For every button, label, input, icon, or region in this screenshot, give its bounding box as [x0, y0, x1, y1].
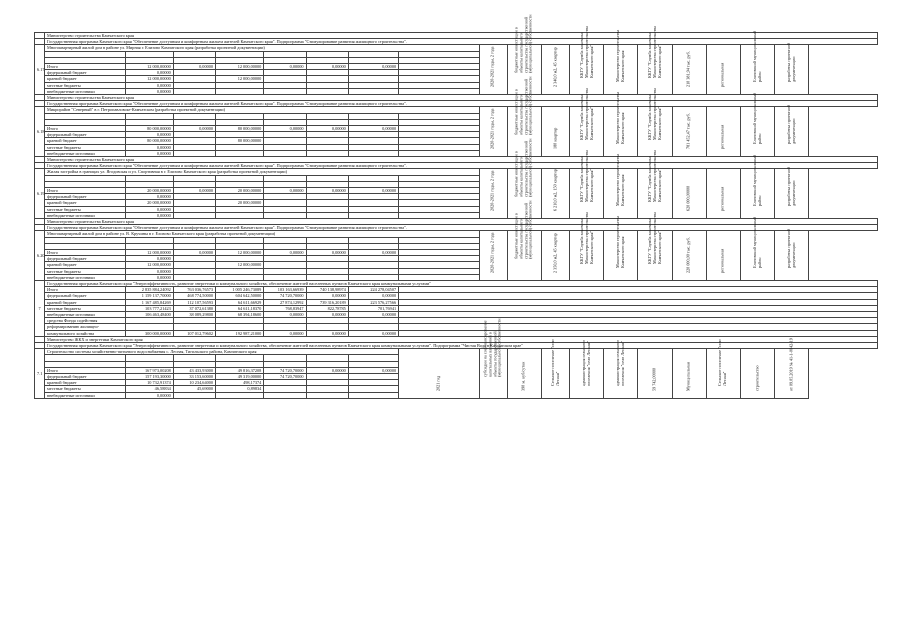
amount-cell: 0,00000	[125, 82, 173, 88]
amount-cell: 1 005 246,73089	[216, 287, 264, 293]
vertical-text: строительство	[754, 365, 760, 392]
row-label: краевой бюджет	[45, 76, 125, 82]
row-label: федеральный бюджет	[45, 194, 125, 200]
vertical-text: региональная	[720, 63, 726, 88]
amount-cell: 0,00000	[264, 330, 306, 336]
vertical-text: ККГУ "Служба заказчика Министерства строительства Камчатского края"	[578, 211, 594, 264]
vertical-text: Сельское поселение "село Лесная"	[549, 339, 560, 387]
amount-cell: 0,00000	[348, 293, 398, 299]
row-label: коммунального хозяйства	[45, 330, 125, 336]
row-label: Итого	[45, 287, 125, 293]
amount-cell: 37 072,61380	[173, 305, 215, 311]
vertical-cell	[541, 107, 569, 157]
amount-cell: 0,00000	[306, 63, 348, 69]
vertical-text: 2021 год	[435, 375, 441, 392]
vertical-cell	[570, 211, 604, 281]
amount-cell: 0,00000	[348, 249, 398, 255]
amount-cell: 49 816,37208	[216, 367, 264, 373]
vertical-cell	[479, 169, 507, 219]
vertical-text: 210 381,94 тыс. руб.	[685, 51, 691, 88]
amount-cell: 822,78785	[306, 305, 348, 311]
amount-cell: 0,00000	[125, 88, 173, 94]
vertical-cell	[672, 349, 706, 399]
amount-cell: 12 000,00000	[216, 249, 264, 255]
vertical-text: администрация сельского поселения "село Лесная"	[580, 340, 591, 387]
vertical-text: 180 квартир	[552, 127, 558, 150]
row-label: местные бюджеты	[45, 82, 125, 88]
ministry-title: Министерство ЖКХ и энергетики Камчатского края	[45, 336, 878, 342]
amount-cell: 0,00000	[348, 63, 398, 69]
vertical-text: бюджетные инвестиции в объекты капитального строительства государственной (муниципальной) собственности	[513, 138, 534, 197]
amount-cell: 38 089,29800	[173, 312, 215, 318]
vertical-cell	[604, 216, 638, 281]
vertical-text: 781 452,47 тыс. руб.	[685, 113, 691, 150]
amount-cell: 223 576,27566	[348, 299, 398, 305]
program-title: Государственная программа Камчатского края "Обеспечение доступным и комфортным жильем жителей Камчатского края". Подпрограмма "Стимулирование развития жилищного строительства".	[45, 101, 878, 107]
object-title: Микрорайон "Северный" в г. Петропавловске-Камчатском (разработка проектной документации)	[45, 107, 480, 113]
amount-cell: 0,00000	[306, 125, 348, 131]
amount-cell: 0,00000	[125, 274, 173, 280]
amount-cell: 0,00000	[264, 249, 306, 255]
amount-cell: 0,00000	[306, 312, 348, 318]
amount-cell: 43 433,93000	[173, 367, 215, 373]
ministry-title: Министерство строительства Камчатского края	[45, 219, 878, 225]
amount-cell: 0,00000	[125, 212, 173, 218]
vertical-cell	[638, 211, 672, 281]
amount-cell: 20 000,00000	[125, 200, 173, 206]
amount-cell: 12 000,00000	[216, 63, 264, 69]
vertical-cell	[775, 338, 809, 399]
vertical-cell	[399, 349, 479, 399]
amount-cell: 0,00000	[306, 367, 348, 373]
amount-cell: 49 319,00000	[216, 374, 264, 380]
vertical-cell	[706, 45, 740, 95]
vertical-text: 6 210,0 м2, 150 квартир	[552, 169, 558, 212]
amount-cell: 1 159 137,70000	[125, 293, 173, 299]
amount-cell: 0,00000	[125, 150, 173, 156]
amount-cell: 0,00000	[125, 70, 173, 76]
row-label: федеральный бюджет	[45, 374, 125, 380]
row-label: краевой бюджет	[45, 138, 125, 144]
program-title: Государственная программа Камчатского края "Энергоэффективность, развитие энергетики и коммунального хозяйства, обеспечение жителей населенных пунктов Камчатского края коммунальными услугами". Подпрограмма "Чистая Вода в Камчатском крае"	[45, 343, 878, 349]
row-label: реформированию жилищно-	[45, 324, 125, 330]
object-title: Многоквартирный жилой дом в районе ул. В. Кручины в г. Елизово Камчатского края (разработка проектной документации)	[45, 231, 480, 237]
amount-cell	[216, 392, 264, 398]
vertical-text: 2020-2021 годы, 2 года	[489, 108, 495, 150]
vertical-text: Министерство строительства Камчатского края	[615, 154, 625, 207]
amount-cell: 0,00000	[173, 125, 215, 131]
vertical-text: 2020-2021 годы, 2 года	[489, 232, 495, 274]
amount-cell: 12 000,00000	[125, 76, 173, 82]
object-title: Строительство системы хозяйственно-питьевого водоснабжения с. Лесная, Тигильского района, Камчатского края	[45, 349, 399, 355]
amount-cell: 12 000,00000	[125, 63, 173, 69]
amount-cell: 0,00000	[348, 125, 398, 131]
row-label: внебюджетные источники	[45, 312, 125, 318]
amount-cell: 0,00000	[264, 63, 306, 69]
amount-cell: 64 611,66929	[216, 299, 264, 305]
row-label: Итого	[45, 125, 125, 131]
amount-cell: 74 720,70000	[264, 367, 306, 373]
amount-cell: 0,00000	[125, 268, 173, 274]
amount-cell: 768,83947	[264, 305, 306, 311]
amount-cell: 0,00000	[173, 249, 215, 255]
amount-cell: 157 193,30000	[125, 374, 173, 380]
vertical-cell	[706, 169, 740, 219]
vertical-text: ККГУ "Служба заказчика Министерства строительства Камчатского края"	[578, 25, 594, 78]
amount-cell	[173, 392, 215, 398]
amount-cell: 0,00000	[348, 312, 398, 318]
amount-cell	[264, 392, 306, 398]
amount-cell: 192 987,21000	[216, 330, 264, 336]
amount-cell: 0,00000	[306, 187, 348, 193]
amount-cell: 0,00000	[125, 132, 173, 138]
row-label: краевой бюджет	[45, 299, 125, 305]
amount-cell: 739 316,20189	[306, 299, 348, 305]
vertical-text: от 09.05.2019 № 41-1-0042-19	[788, 338, 794, 392]
vertical-text: ККГУ "Служба заказчика Министерства строительства Камчатского края"	[578, 149, 594, 202]
vertical-cell	[706, 339, 740, 399]
object-title: Жилая застройка в границах ул. Ягодовская и ул. Спортивная в г. Елизово Камчатского края (разработка проектной документации)	[45, 169, 480, 175]
vertical-cell	[672, 169, 706, 219]
vertical-text: Министерство строительства Камчатского края	[615, 216, 625, 269]
row-label: Итого	[45, 187, 125, 193]
program-title: Государственная программа Камчатского края "Обеспечение доступным и комфортным жильем жителей Камчатского края". Подпрограмма "Стимулирование развития жилищного строительства".	[45, 39, 878, 45]
vertical-text: Елизовский муниципальный район	[751, 155, 762, 207]
vertical-text: 390 м. куб/сутки	[520, 361, 526, 392]
amount-cell: 20 000,00000	[216, 187, 264, 193]
vertical-cell	[541, 339, 569, 399]
vertical-cell	[672, 231, 706, 281]
vertical-cell	[541, 45, 569, 95]
vertical-text: ККГУ "Служба заказчика Министерства строительства Камчатского края"	[646, 25, 662, 78]
vertical-text: ККГУ "Служба заказчика Министерства строительства Камчатского края"	[646, 149, 662, 202]
vertical-text: Сельское поселение "село Лесная"	[717, 339, 728, 387]
amount-cell: 0,00000	[125, 392, 173, 398]
amount-cell: 0,89834	[216, 386, 264, 392]
vertical-text: региональная	[720, 187, 726, 212]
vertical-cell	[479, 45, 507, 95]
row-label: внебюджетные источники	[45, 212, 125, 218]
vertical-text: ККГУ "Служба заказчика Министерства строительства Камчатского края"	[646, 211, 662, 264]
vertical-cell	[672, 45, 706, 95]
vertical-text: 2020-2021 годы, 2 года	[489, 46, 495, 88]
vertical-text: разработка проектной документации	[786, 43, 796, 83]
vertical-cell	[479, 318, 507, 399]
ministry-title: Министерство строительства Камчатского края	[45, 95, 878, 101]
vertical-text: Елизовский муниципальный район	[751, 31, 762, 83]
vertical-text: Елизовский муниципальный район	[751, 217, 762, 269]
amount-cell: 80 000,00000	[125, 125, 173, 131]
amount-cell: 0,00000	[125, 144, 173, 150]
amount-cell: 224 278,04507	[348, 287, 398, 293]
vertical-cell	[604, 340, 638, 399]
amount-cell: 0,00000	[348, 367, 398, 373]
vertical-text: 59 742,00000	[651, 368, 657, 392]
vertical-cell	[706, 231, 740, 281]
block-code: 6.19	[35, 169, 45, 219]
amount-cell: 64 611,18370	[216, 305, 264, 311]
amount-cell: 10 234,64000	[173, 380, 215, 386]
row-label: средства Фонда содействия	[45, 318, 125, 324]
row-label: местные бюджеты	[45, 305, 125, 311]
vertical-cell	[741, 349, 775, 399]
vertical-text: бюджетные инвестиции в объекты капитального строительства государственной (муниципальной) собственности	[513, 14, 534, 73]
vertical-cell	[741, 217, 775, 281]
amount-cell: 80 000,00000	[125, 138, 173, 144]
amount-cell: 20 000,00000	[125, 187, 173, 193]
vertical-text: региональная	[720, 125, 726, 150]
vertical-text: разработка проектной документации	[786, 167, 796, 207]
vertical-text: 2020-2021 годы, 2 года	[489, 170, 495, 212]
amount-cell: 0,00000	[125, 194, 173, 200]
block-code: 6.20	[35, 231, 45, 281]
amount-cell: 80 000,00000	[216, 138, 264, 144]
vertical-cell	[706, 107, 740, 157]
amount-cell: 20 000,00000	[216, 200, 264, 206]
amount-cell: 300 000,00000	[125, 330, 173, 336]
amount-cell: 701,76941	[348, 305, 398, 311]
amount-cell: 45,69000	[173, 386, 215, 392]
amount-cell: 0,00000	[348, 187, 398, 193]
amount-cell: 0,00000	[348, 330, 398, 336]
row-label: местные бюджеты	[45, 268, 125, 274]
section-program-title: Государственная программа Камчатского края "Энергоэффективность, развитие энергетики и коммунального хозяйства, обеспечение жителей населенных пунктов Камчатского края коммунальными услугами"	[45, 281, 878, 287]
amount-cell: 103 163,66939	[264, 287, 306, 293]
amount-cell: 12 000,00000	[125, 262, 173, 268]
amount-cell: 106 463,48400	[125, 312, 173, 318]
block-code: 7.1	[35, 349, 45, 399]
vertical-cell	[541, 231, 569, 281]
row-label: местные бюджеты	[45, 144, 125, 150]
amount-cell: 112 107,56593	[173, 299, 215, 305]
row-label: краевой бюджет	[45, 262, 125, 268]
amount-cell: 1 167 485,84269	[125, 299, 173, 305]
amount-cell: 167 973,00208	[125, 367, 173, 373]
vertical-cell	[479, 231, 507, 281]
amount-cell: 33 153,60000	[173, 374, 215, 380]
vertical-cell	[775, 231, 809, 281]
amount-cell: 12 000,00000	[125, 249, 173, 255]
vertical-text: бюджетные инвестиции в объекты капитального строительства государственной (муниципальной) собственности	[513, 76, 534, 135]
vertical-text: 2 340,0 м2, 45 квартир	[552, 47, 558, 88]
vertical-text: ККГУ "Служба заказчика Министерства строительства Камчатского края"	[578, 87, 594, 140]
program-title: Государственная программа Камчатского края "Обеспечение доступным и комфортным жильем жителей Камчатского края". Подпрограмма "Стимулирование развития жилищного строительства".	[45, 225, 878, 231]
vertical-text: бюджетные инвестиции в объекты капитального строительства государственной (муниципальной) собственности	[513, 200, 534, 259]
vertical-text: региональная	[720, 249, 726, 274]
block-code: 6.17	[35, 45, 45, 95]
amount-cell: 12 000,00000	[216, 262, 264, 268]
vertical-text: субсидии на софинансирование капитальных вложений в объекты государственной (муниципальной) собственности	[482, 318, 502, 377]
row-label: местные бюджеты	[45, 386, 125, 392]
vertical-text: Министерство строительства Камчатского края	[615, 92, 625, 145]
amount-cell: 74 720,70000	[264, 374, 306, 380]
vertical-cell	[507, 349, 541, 399]
row-label: внебюджетные источники	[45, 150, 125, 156]
vertical-text: разработка проектной документации	[786, 229, 796, 269]
vertical-text: Муниципальная	[685, 362, 691, 392]
amount-cell: 498,17374	[216, 380, 264, 386]
ministry-title: Министерство строительства Камчатского края	[45, 33, 878, 39]
vertical-text: 620 000,00000	[685, 186, 691, 212]
object-row	[35, 349, 878, 355]
amount-cell: 604 642,50000	[216, 293, 264, 299]
row-label: федеральный бюджет	[45, 70, 125, 76]
object-title: Многоквартирный жилой дом в районе ул. Мирная г. Елизово Камчатского края (разработка проектной документации)	[45, 45, 480, 51]
amount-cell: 0,00000	[173, 63, 215, 69]
amount-cell: 0,00000	[264, 187, 306, 193]
row-label: федеральный бюджет	[45, 293, 125, 299]
amount-cell: 0,00000	[264, 312, 306, 318]
vertical-cell	[570, 340, 604, 399]
section-code: 7	[35, 281, 45, 337]
amount-cell: 27 874,12992	[264, 299, 306, 305]
amount-cell: 763 036,76573	[173, 287, 215, 293]
row-label: внебюджетные источники	[45, 392, 125, 398]
row-label: краевой бюджет	[45, 200, 125, 206]
vertical-text: администрация сельского поселения "село Лесная"	[615, 340, 625, 387]
amount-cell: 0,00000	[306, 330, 348, 336]
vertical-cell	[638, 349, 672, 399]
vertical-cell	[507, 200, 541, 281]
amount-cell: 0,00000	[125, 256, 173, 262]
row-label: федеральный бюджет	[45, 256, 125, 262]
vertical-cell	[672, 107, 706, 157]
vertical-text: Министерство строительства Камчатского края	[615, 30, 625, 83]
vertical-cell	[479, 107, 507, 157]
amount-cell	[348, 392, 398, 398]
amount-cell: 74 720,70000	[264, 293, 306, 299]
amount-cell	[306, 392, 348, 398]
amount-cell: 468 774,50000	[173, 293, 215, 299]
amount-cell: 0,00000	[264, 125, 306, 131]
amount-cell: 12 000,00000	[216, 76, 264, 82]
amount-cell: 0,00000	[173, 187, 215, 193]
amount-cell: 10 732,91374	[125, 380, 173, 386]
amount-cell: 0,00000	[306, 249, 348, 255]
ministry-title: Министерство строительства Камчатского края	[45, 157, 878, 163]
row-label: краевой бюджет	[45, 380, 125, 386]
row-label: внебюджетные источники	[45, 88, 125, 94]
row-label: местные бюджеты	[45, 206, 125, 212]
vertical-text: разработка проектной документации	[786, 105, 796, 145]
block-code: 6.18	[35, 107, 45, 157]
vertical-text: 2 350,0 м2, 45 квартир	[552, 233, 558, 274]
budget-table-sheet	[34, 14, 878, 600]
amount-cell: 0,00000	[125, 206, 173, 212]
program-title: Государственная программа Камчатского края "Обеспечение доступным и комфортным жильем жителей Камчатского края". Подпрограмма "Стимулирование развития жилищного строительства".	[45, 163, 878, 169]
amount-cell: 68 394,18600	[216, 312, 264, 318]
row-label: Итого	[45, 63, 125, 69]
amount-cell: 0,00000	[306, 293, 348, 299]
vertical-cell	[541, 169, 569, 219]
vertical-text: ККГУ "Служба заказчика Министерства строительства Камчатского края"	[646, 87, 662, 140]
row-label: Итого	[45, 249, 125, 255]
row-label: Итого	[45, 367, 125, 373]
amount-cell: 103 777,21423	[125, 305, 173, 311]
amount-cell: 46,58834	[125, 386, 173, 392]
row-label: федеральный бюджет	[45, 132, 125, 138]
amount-cell: 107 012,79602	[173, 330, 215, 336]
amount-cell: 80 000,00000	[216, 125, 264, 131]
vertical-text: Елизовский муниципальный район	[751, 93, 762, 145]
amount-cell: 740 138,98974	[306, 287, 348, 293]
vertical-text: 220 000,00 тыс. руб.	[685, 237, 691, 274]
amount-cell: 2 835 884,24092	[125, 287, 173, 293]
row-label: внебюджетные источники	[45, 274, 125, 280]
budget-table	[34, 14, 878, 399]
